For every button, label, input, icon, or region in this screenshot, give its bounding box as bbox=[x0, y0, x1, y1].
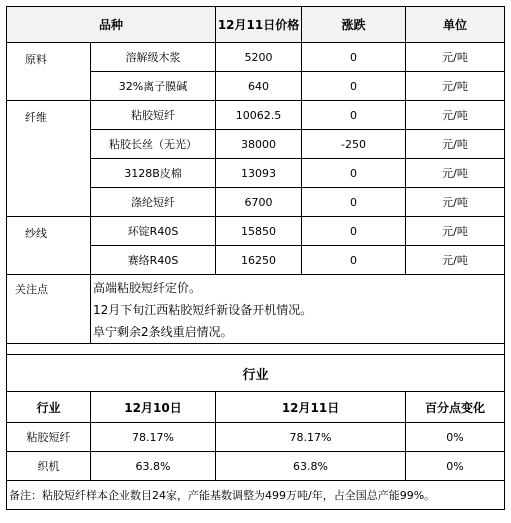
item-price: 38000 bbox=[216, 130, 302, 159]
industry-change: 0% bbox=[406, 423, 505, 452]
item-name: 环锭R40S bbox=[91, 217, 216, 246]
industry-header-row bbox=[7, 392, 505, 423]
item-price: 16250 bbox=[216, 246, 302, 275]
header-pp-change: 百分点变化 bbox=[406, 392, 505, 423]
item-price: 5200 bbox=[216, 43, 302, 72]
focus-line: 阜宁剩余2条线重启情况。 bbox=[93, 325, 233, 339]
industry-d1: 63.8% bbox=[91, 452, 216, 481]
item-price: 13093 bbox=[216, 159, 302, 188]
item-name: 粘胶长丝（无光） bbox=[91, 130, 216, 159]
item-unit: 元/吨 bbox=[406, 43, 505, 72]
item-change: 0 bbox=[302, 72, 406, 101]
item-unit: 元/吨 bbox=[406, 246, 505, 275]
item-change: 0 bbox=[302, 159, 406, 188]
item-unit: 元/吨 bbox=[406, 217, 505, 246]
item-name: 32%离子膜碱 bbox=[91, 72, 216, 101]
focus-line: 12月下旬江西粘胶短纤新设备开机情况。 bbox=[93, 303, 313, 317]
focus-line: 高端粘胶短纤定价。 bbox=[93, 281, 202, 295]
industry-d1: 78.17% bbox=[91, 423, 216, 452]
price-header-row bbox=[7, 7, 505, 43]
spacer-row bbox=[7, 344, 505, 355]
header-change: 涨跌 bbox=[302, 7, 406, 43]
item-price: 10062.5 bbox=[216, 101, 302, 130]
industry-d2: 78.17% bbox=[216, 423, 406, 452]
focus-label: 关注点 bbox=[7, 275, 91, 344]
item-price: 6700 bbox=[216, 188, 302, 217]
table-row bbox=[7, 452, 505, 481]
item-change: 0 bbox=[302, 217, 406, 246]
spacer bbox=[7, 344, 505, 355]
category-raw: 原料 bbox=[7, 43, 91, 101]
item-name: 粘胶短纤 bbox=[91, 101, 216, 130]
industry-name: 织机 bbox=[7, 452, 91, 481]
item-name: 3128B皮棉 bbox=[91, 159, 216, 188]
item-unit: 元/吨 bbox=[406, 159, 505, 188]
price-table bbox=[6, 6, 505, 510]
price-report bbox=[6, 6, 504, 510]
table-row bbox=[7, 43, 505, 72]
header-dec11: 12月11日 bbox=[216, 392, 406, 423]
note-text: 备注：粘胶短纤样本企业数目24家，产能基数调整为499万吨/年，占全国总产能99%。 bbox=[7, 481, 505, 510]
industry-d2: 63.8% bbox=[216, 452, 406, 481]
industry-title: 行业 bbox=[7, 355, 505, 392]
item-name: 溶解级木浆 bbox=[91, 43, 216, 72]
header-unit: 单位 bbox=[406, 7, 505, 43]
header-price: 12月11日价格 bbox=[216, 7, 302, 43]
table-row bbox=[7, 217, 505, 246]
item-unit: 元/吨 bbox=[406, 188, 505, 217]
item-change: -250 bbox=[302, 130, 406, 159]
item-name: 赛络R40S bbox=[91, 246, 216, 275]
table-row bbox=[7, 423, 505, 452]
industry-change: 0% bbox=[406, 452, 505, 481]
item-price: 15850 bbox=[216, 217, 302, 246]
category-yarn: 纱线 bbox=[7, 217, 91, 275]
item-price: 640 bbox=[216, 72, 302, 101]
industry-name: 粘胶短纤 bbox=[7, 423, 91, 452]
focus-row bbox=[7, 275, 505, 344]
item-change: 0 bbox=[302, 188, 406, 217]
item-unit: 元/吨 bbox=[406, 72, 505, 101]
item-name: 涤纶短纤 bbox=[91, 188, 216, 217]
header-variety: 品种 bbox=[7, 7, 216, 43]
industry-title-row bbox=[7, 355, 505, 392]
table-row bbox=[7, 101, 505, 130]
item-unit: 元/吨 bbox=[406, 101, 505, 130]
header-dec10: 12月10日 bbox=[91, 392, 216, 423]
category-fiber: 纤维 bbox=[7, 101, 91, 217]
focus-content bbox=[91, 275, 505, 344]
note-row bbox=[7, 481, 505, 510]
item-unit: 元/吨 bbox=[406, 130, 505, 159]
item-change: 0 bbox=[302, 43, 406, 72]
item-change: 0 bbox=[302, 101, 406, 130]
header-industry: 行业 bbox=[7, 392, 91, 423]
item-change: 0 bbox=[302, 246, 406, 275]
